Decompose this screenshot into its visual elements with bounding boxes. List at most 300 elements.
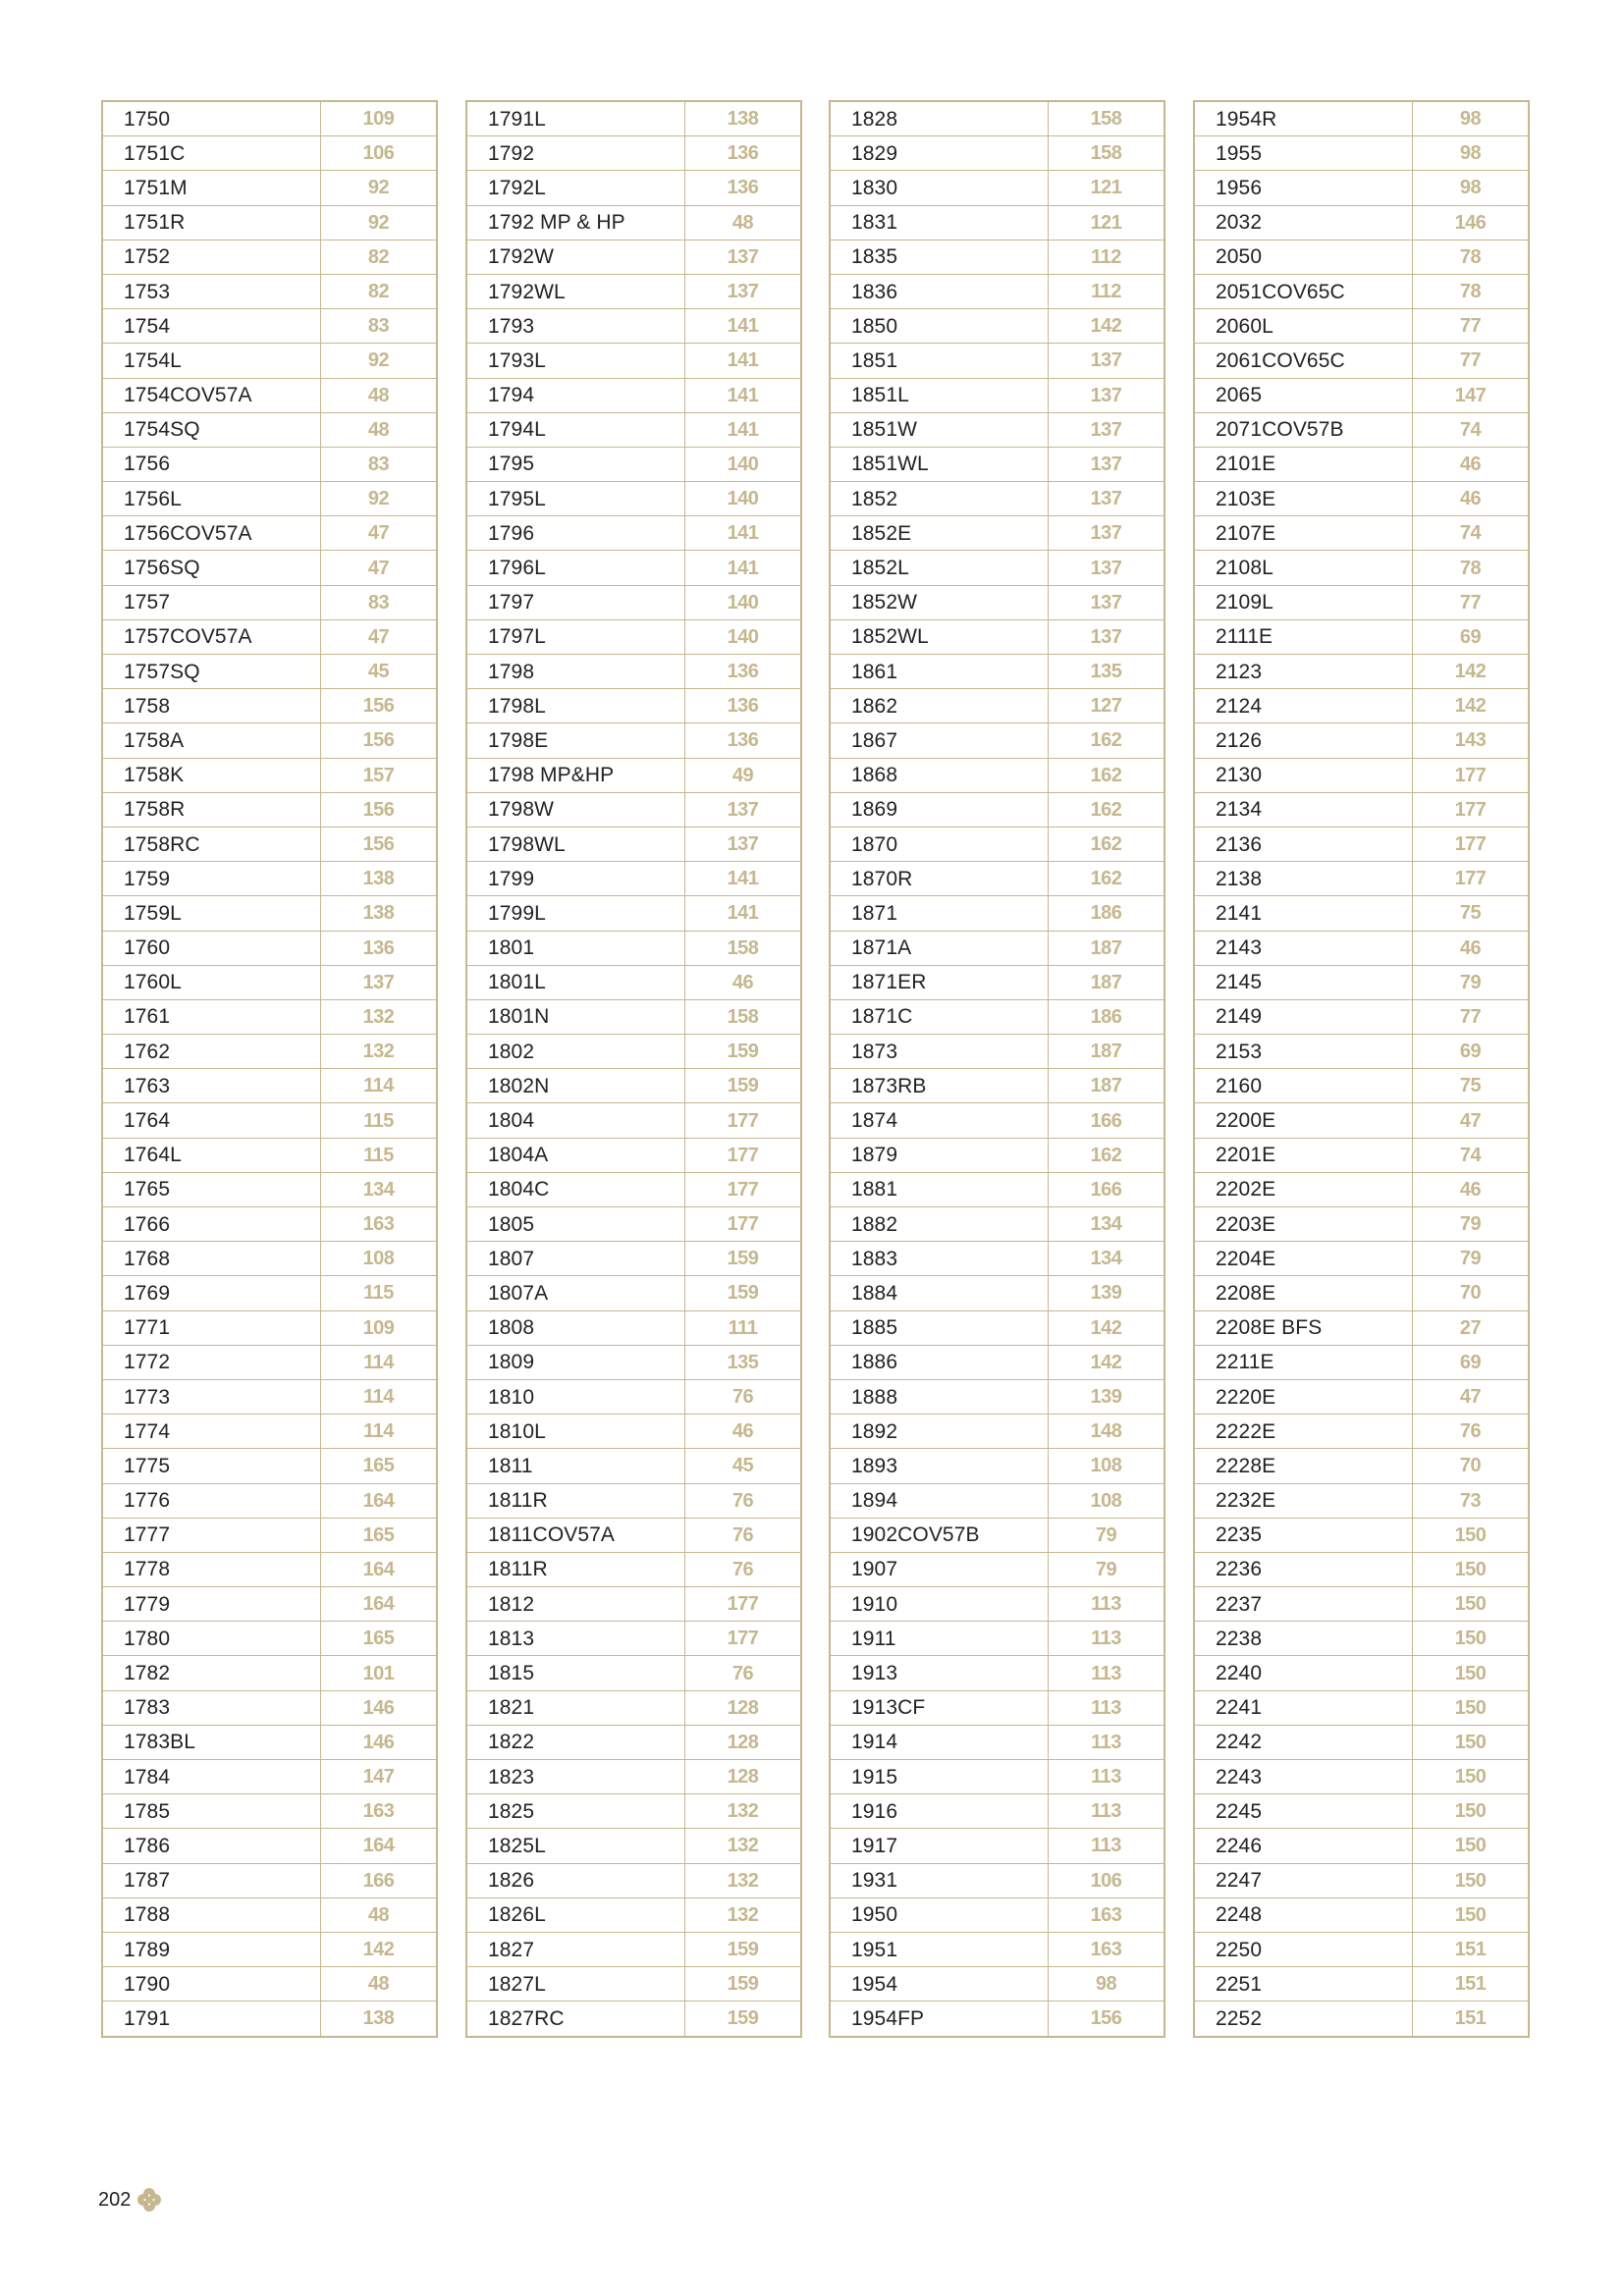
page-reference: 159 bbox=[685, 2002, 802, 2037]
page-reference: 150 bbox=[1413, 1829, 1530, 1863]
page-reference: 187 bbox=[1049, 931, 1165, 965]
product-code: 1852 bbox=[830, 482, 1049, 516]
page-reference: 164 bbox=[321, 1829, 438, 1863]
page-reference: 46 bbox=[685, 1415, 802, 1449]
product-code: 1798WL bbox=[466, 827, 685, 861]
product-code: 2203E bbox=[1194, 1207, 1413, 1242]
table-row bbox=[1194, 274, 1529, 308]
page-reference: 132 bbox=[321, 999, 438, 1034]
product-code: 1871ER bbox=[830, 965, 1049, 999]
page-reference: 77 bbox=[1413, 309, 1530, 344]
product-code: 1763 bbox=[102, 1069, 321, 1103]
product-code: 1766 bbox=[102, 1207, 321, 1242]
product-code: 2246 bbox=[1194, 1829, 1413, 1863]
page-reference: 121 bbox=[1049, 205, 1165, 240]
page-reference: 45 bbox=[685, 1449, 802, 1483]
table-row bbox=[102, 896, 437, 931]
product-code: 1888 bbox=[830, 1379, 1049, 1414]
product-code: 1805 bbox=[466, 1207, 685, 1242]
table-row bbox=[1194, 1967, 1529, 2002]
product-code: 1836 bbox=[830, 274, 1049, 308]
product-code: 1750 bbox=[102, 101, 321, 136]
page-reference: 150 bbox=[1413, 1863, 1530, 1897]
product-code: 2252 bbox=[1194, 2002, 1413, 2037]
table-row bbox=[1194, 309, 1529, 344]
page-reference: 79 bbox=[1413, 965, 1530, 999]
table-row bbox=[830, 1310, 1164, 1345]
page-reference: 135 bbox=[685, 1345, 802, 1379]
page-reference: 159 bbox=[685, 1276, 802, 1310]
table-row bbox=[1194, 447, 1529, 481]
table-row bbox=[102, 412, 437, 447]
product-code: 1776 bbox=[102, 1483, 321, 1518]
page-reference: 159 bbox=[685, 1932, 802, 1966]
table-row bbox=[466, 1207, 801, 1242]
page-reference: 142 bbox=[1049, 1310, 1165, 1345]
page-reference: 141 bbox=[685, 516, 802, 551]
table-row bbox=[830, 1829, 1164, 1863]
product-code: 2060L bbox=[1194, 309, 1413, 344]
product-code: 1756SQ bbox=[102, 551, 321, 585]
product-code: 2130 bbox=[1194, 758, 1413, 792]
page-reference: 48 bbox=[321, 1897, 438, 1932]
table-row bbox=[830, 758, 1164, 792]
product-code: 1759 bbox=[102, 862, 321, 896]
table-row bbox=[466, 931, 801, 965]
table-row bbox=[830, 309, 1164, 344]
product-code: 1793L bbox=[466, 344, 685, 378]
table-row bbox=[1194, 378, 1529, 412]
table-row bbox=[466, 136, 801, 171]
page-reference: 79 bbox=[1049, 1552, 1165, 1586]
product-code: 1851W bbox=[830, 412, 1049, 447]
product-code: 1911 bbox=[830, 1622, 1049, 1656]
page-reference: 158 bbox=[1049, 101, 1165, 136]
page-reference: 83 bbox=[321, 585, 438, 619]
product-code: 2236 bbox=[1194, 1552, 1413, 1586]
table-row bbox=[830, 619, 1164, 654]
table-row bbox=[830, 999, 1164, 1034]
product-code: 2126 bbox=[1194, 723, 1413, 758]
product-code: 1796 bbox=[466, 516, 685, 551]
page-reference: 137 bbox=[685, 274, 802, 308]
product-code: 1765 bbox=[102, 1172, 321, 1206]
page-reference: 109 bbox=[321, 1310, 438, 1345]
page-reference: 48 bbox=[685, 205, 802, 240]
index-table-4 bbox=[1193, 100, 1530, 2038]
table-row bbox=[466, 1483, 801, 1518]
page-reference: 113 bbox=[1049, 1829, 1165, 1863]
page-reference: 140 bbox=[685, 585, 802, 619]
page-reference: 136 bbox=[685, 689, 802, 723]
page-reference: 140 bbox=[685, 447, 802, 481]
table-row bbox=[102, 1897, 437, 1932]
product-code: 2251 bbox=[1194, 1967, 1413, 2002]
page-reference: 158 bbox=[685, 931, 802, 965]
table-row bbox=[830, 862, 1164, 896]
product-code: 2153 bbox=[1194, 1035, 1413, 1069]
page-reference: 75 bbox=[1413, 1069, 1530, 1103]
table-row bbox=[466, 1242, 801, 1276]
product-code: 1851 bbox=[830, 344, 1049, 378]
page-reference: 76 bbox=[685, 1552, 802, 1586]
product-code: 1775 bbox=[102, 1449, 321, 1483]
page-reference: 113 bbox=[1049, 1622, 1165, 1656]
page-reference: 137 bbox=[1049, 447, 1165, 481]
product-code: 2065 bbox=[1194, 378, 1413, 412]
page-reference: 136 bbox=[685, 136, 802, 171]
product-code: 1758K bbox=[102, 758, 321, 792]
page-reference: 177 bbox=[685, 1207, 802, 1242]
product-code: 1893 bbox=[830, 1449, 1049, 1483]
product-code: 1754COV57A bbox=[102, 378, 321, 412]
table-row bbox=[1194, 516, 1529, 551]
page-reference: 108 bbox=[1049, 1483, 1165, 1518]
page-reference: 137 bbox=[1049, 412, 1165, 447]
table-row bbox=[102, 1794, 437, 1829]
product-code: 1758R bbox=[102, 792, 321, 827]
product-code: 1774 bbox=[102, 1415, 321, 1449]
page-reference: 141 bbox=[685, 309, 802, 344]
table-row bbox=[1194, 1172, 1529, 1206]
product-code: 1867 bbox=[830, 723, 1049, 758]
table-row bbox=[102, 1725, 437, 1759]
page-reference: 142 bbox=[321, 1932, 438, 1966]
table-row bbox=[102, 1552, 437, 1586]
product-code: 1764 bbox=[102, 1103, 321, 1138]
product-code: 1757COV57A bbox=[102, 619, 321, 654]
table-row bbox=[466, 1103, 801, 1138]
product-code: 1807 bbox=[466, 1242, 685, 1276]
table-row bbox=[102, 1967, 437, 2002]
table-row bbox=[1194, 1103, 1529, 1138]
table-row bbox=[1194, 758, 1529, 792]
table-row bbox=[830, 689, 1164, 723]
table-row bbox=[466, 1622, 801, 1656]
product-code: 1760L bbox=[102, 965, 321, 999]
page-reference: 150 bbox=[1413, 1622, 1530, 1656]
product-code: 1754L bbox=[102, 344, 321, 378]
page-reference: 75 bbox=[1413, 896, 1530, 931]
table-row bbox=[466, 309, 801, 344]
table-row bbox=[102, 1069, 437, 1103]
product-code: 1829 bbox=[830, 136, 1049, 171]
quatrefoil-ornament-icon bbox=[136, 2187, 162, 2213]
page-reference: 76 bbox=[685, 1656, 802, 1690]
page-reference: 162 bbox=[1049, 792, 1165, 827]
page-reference: 164 bbox=[321, 1552, 438, 1586]
table-row bbox=[466, 1690, 801, 1725]
page-reference: 136 bbox=[685, 655, 802, 689]
table-row bbox=[466, 1725, 801, 1759]
table-row bbox=[1194, 344, 1529, 378]
page-reference: 47 bbox=[1413, 1379, 1530, 1414]
page-reference: 114 bbox=[321, 1345, 438, 1379]
product-code: 1804A bbox=[466, 1138, 685, 1172]
table-row bbox=[466, 412, 801, 447]
page-reference: 46 bbox=[1413, 447, 1530, 481]
table-row bbox=[1194, 1932, 1529, 1966]
product-code: 1757SQ bbox=[102, 655, 321, 689]
product-code: 1868 bbox=[830, 758, 1049, 792]
page-reference: 48 bbox=[321, 412, 438, 447]
page-reference: 139 bbox=[1049, 1276, 1165, 1310]
table-row bbox=[830, 1415, 1164, 1449]
page-reference: 115 bbox=[321, 1138, 438, 1172]
table-row bbox=[466, 999, 801, 1034]
page-reference: 156 bbox=[321, 689, 438, 723]
product-code: 1871 bbox=[830, 896, 1049, 931]
table-row bbox=[466, 551, 801, 585]
page-reference: 113 bbox=[1049, 1760, 1165, 1794]
product-code: 1883 bbox=[830, 1242, 1049, 1276]
page-reference: 83 bbox=[321, 447, 438, 481]
table-row bbox=[830, 1656, 1164, 1690]
table-row bbox=[1194, 792, 1529, 827]
page-reference: 48 bbox=[321, 378, 438, 412]
page-reference: 137 bbox=[1049, 482, 1165, 516]
table-row bbox=[466, 240, 801, 274]
table-row bbox=[102, 309, 437, 344]
table-row bbox=[830, 205, 1164, 240]
page-reference: 150 bbox=[1413, 1518, 1530, 1552]
page-reference: 69 bbox=[1413, 619, 1530, 654]
table-row bbox=[1194, 965, 1529, 999]
product-code: 1852E bbox=[830, 516, 1049, 551]
product-code: 2240 bbox=[1194, 1656, 1413, 1690]
page-reference: 142 bbox=[1049, 1345, 1165, 1379]
page-reference: 79 bbox=[1049, 1518, 1165, 1552]
page-number: 202 bbox=[98, 2188, 132, 2211]
product-code: 1821 bbox=[466, 1690, 685, 1725]
product-code: 2032 bbox=[1194, 205, 1413, 240]
page-reference: 177 bbox=[685, 1622, 802, 1656]
product-code: 1801 bbox=[466, 931, 685, 965]
table-row bbox=[466, 1587, 801, 1622]
page-reference: 150 bbox=[1413, 1897, 1530, 1932]
page-reference: 78 bbox=[1413, 240, 1530, 274]
page-reference: 69 bbox=[1413, 1035, 1530, 1069]
page-reference: 136 bbox=[685, 723, 802, 758]
page-reference: 77 bbox=[1413, 999, 1530, 1034]
table-row bbox=[830, 896, 1164, 931]
table-row bbox=[830, 1967, 1164, 2002]
page-reference: 132 bbox=[321, 1035, 438, 1069]
product-code: 2061COV65C bbox=[1194, 344, 1413, 378]
table-row bbox=[830, 723, 1164, 758]
table-row bbox=[102, 1622, 437, 1656]
table-row bbox=[830, 792, 1164, 827]
page-reference: 137 bbox=[685, 240, 802, 274]
page-reference: 79 bbox=[1413, 1242, 1530, 1276]
product-code: 2204E bbox=[1194, 1242, 1413, 1276]
product-code: 2232E bbox=[1194, 1483, 1413, 1518]
page-reference: 136 bbox=[685, 171, 802, 205]
table-row bbox=[830, 344, 1164, 378]
page-reference: 177 bbox=[685, 1587, 802, 1622]
index-tables bbox=[101, 100, 1528, 2146]
page-reference: 187 bbox=[1049, 1069, 1165, 1103]
table-row bbox=[1194, 1069, 1529, 1103]
product-code: 1773 bbox=[102, 1379, 321, 1414]
product-code: 1764L bbox=[102, 1138, 321, 1172]
table-row bbox=[466, 1967, 801, 2002]
page-reference: 177 bbox=[685, 1103, 802, 1138]
product-code: 2071COV57B bbox=[1194, 412, 1413, 447]
product-code: 2136 bbox=[1194, 827, 1413, 861]
table-row bbox=[102, 1449, 437, 1483]
table-row bbox=[830, 1725, 1164, 1759]
table-row bbox=[466, 1172, 801, 1206]
product-code: 1801L bbox=[466, 965, 685, 999]
page-reference: 109 bbox=[321, 101, 438, 136]
product-code: 1828 bbox=[830, 101, 1049, 136]
table-row bbox=[1194, 1863, 1529, 1897]
table-row bbox=[466, 205, 801, 240]
product-code: 1758RC bbox=[102, 827, 321, 861]
product-code: 1852W bbox=[830, 585, 1049, 619]
table-row bbox=[830, 585, 1164, 619]
product-code: 1808 bbox=[466, 1310, 685, 1345]
product-code: 1778 bbox=[102, 1552, 321, 1586]
table-row bbox=[830, 1276, 1164, 1310]
page-reference: 186 bbox=[1049, 999, 1165, 1034]
page-reference: 162 bbox=[1049, 827, 1165, 861]
product-code: 1823 bbox=[466, 1760, 685, 1794]
table-row bbox=[466, 1897, 801, 1932]
page-reference: 134 bbox=[1049, 1242, 1165, 1276]
page-reference: 156 bbox=[321, 723, 438, 758]
table-row bbox=[1194, 1345, 1529, 1379]
table-row bbox=[466, 1932, 801, 1966]
page-reference: 177 bbox=[1413, 758, 1530, 792]
product-code: 1811R bbox=[466, 1483, 685, 1518]
table-row bbox=[830, 1069, 1164, 1103]
product-code: 1810L bbox=[466, 1415, 685, 1449]
table-row bbox=[1194, 101, 1529, 136]
table-row bbox=[466, 723, 801, 758]
table-row bbox=[466, 101, 801, 136]
table-row bbox=[830, 171, 1164, 205]
table-row bbox=[1194, 1656, 1529, 1690]
product-code: 1870R bbox=[830, 862, 1049, 896]
product-code: 1813 bbox=[466, 1622, 685, 1656]
product-code: 1760 bbox=[102, 931, 321, 965]
table-row bbox=[830, 1207, 1164, 1242]
product-code: 1807A bbox=[466, 1276, 685, 1310]
page-reference: 139 bbox=[1049, 1379, 1165, 1414]
table-row bbox=[1194, 1552, 1529, 1586]
product-code: 1950 bbox=[830, 1897, 1049, 1932]
table-row bbox=[830, 1172, 1164, 1206]
table-row bbox=[1194, 723, 1529, 758]
page-reference: 138 bbox=[321, 2002, 438, 2037]
page-reference: 108 bbox=[1049, 1449, 1165, 1483]
table-row bbox=[102, 1415, 437, 1449]
table-row bbox=[1194, 551, 1529, 585]
table-row bbox=[830, 1897, 1164, 1932]
page-reference: 132 bbox=[685, 1829, 802, 1863]
table-row bbox=[830, 101, 1164, 136]
table-row bbox=[1194, 1725, 1529, 1759]
table-row bbox=[830, 240, 1164, 274]
table-row bbox=[830, 1379, 1164, 1414]
product-code: 1892 bbox=[830, 1415, 1049, 1449]
product-code: 1931 bbox=[830, 1863, 1049, 1897]
table-row bbox=[1194, 1622, 1529, 1656]
product-code: 1794L bbox=[466, 412, 685, 447]
product-code: 1761 bbox=[102, 999, 321, 1034]
product-code: 2238 bbox=[1194, 1622, 1413, 1656]
product-code: 1788 bbox=[102, 1897, 321, 1932]
product-code: 1881 bbox=[830, 1172, 1049, 1206]
product-code: 1871A bbox=[830, 931, 1049, 965]
table-row bbox=[102, 1760, 437, 1794]
page-reference: 162 bbox=[1049, 723, 1165, 758]
table-row bbox=[102, 619, 437, 654]
table-row bbox=[466, 171, 801, 205]
page-reference: 135 bbox=[1049, 655, 1165, 689]
page-reference: 134 bbox=[1049, 1207, 1165, 1242]
product-code: 1882 bbox=[830, 1207, 1049, 1242]
product-code: 1825L bbox=[466, 1829, 685, 1863]
page-reference: 166 bbox=[1049, 1172, 1165, 1206]
page-reference: 157 bbox=[321, 758, 438, 792]
product-code: 1790 bbox=[102, 1967, 321, 2002]
table-row bbox=[1194, 1415, 1529, 1449]
table-row bbox=[1194, 999, 1529, 1034]
page-reference: 76 bbox=[685, 1379, 802, 1414]
table-row bbox=[830, 1690, 1164, 1725]
product-code: 1792W bbox=[466, 240, 685, 274]
product-code: 2141 bbox=[1194, 896, 1413, 931]
page-reference: 113 bbox=[1049, 1794, 1165, 1829]
table-row bbox=[102, 344, 437, 378]
page-reference: 77 bbox=[1413, 585, 1530, 619]
table-row bbox=[466, 1829, 801, 1863]
product-code: 1825 bbox=[466, 1794, 685, 1829]
page-reference: 92 bbox=[321, 171, 438, 205]
table-row bbox=[1194, 2002, 1529, 2037]
product-code: 1811COV57A bbox=[466, 1518, 685, 1552]
page-reference: 148 bbox=[1049, 1415, 1165, 1449]
product-code: 1910 bbox=[830, 1587, 1049, 1622]
page-reference: 165 bbox=[321, 1518, 438, 1552]
product-code: 1772 bbox=[102, 1345, 321, 1379]
table-row bbox=[1194, 896, 1529, 931]
product-code: 1954R bbox=[1194, 101, 1413, 136]
product-code: 2123 bbox=[1194, 655, 1413, 689]
product-code: 1955 bbox=[1194, 136, 1413, 171]
table-row bbox=[1194, 482, 1529, 516]
product-code: 1850 bbox=[830, 309, 1049, 344]
page-reference: 128 bbox=[685, 1760, 802, 1794]
table-row bbox=[1194, 1690, 1529, 1725]
page-reference: 49 bbox=[685, 758, 802, 792]
product-code: 1769 bbox=[102, 1276, 321, 1310]
product-code: 1851WL bbox=[830, 447, 1049, 481]
table-row bbox=[830, 274, 1164, 308]
table-row bbox=[466, 274, 801, 308]
table-row bbox=[830, 551, 1164, 585]
product-code: 1795L bbox=[466, 482, 685, 516]
page-reference: 150 bbox=[1413, 1587, 1530, 1622]
page-reference: 156 bbox=[321, 827, 438, 861]
page-reference: 137 bbox=[1049, 619, 1165, 654]
table-row bbox=[830, 482, 1164, 516]
table-row bbox=[1194, 1587, 1529, 1622]
page-reference: 141 bbox=[685, 551, 802, 585]
